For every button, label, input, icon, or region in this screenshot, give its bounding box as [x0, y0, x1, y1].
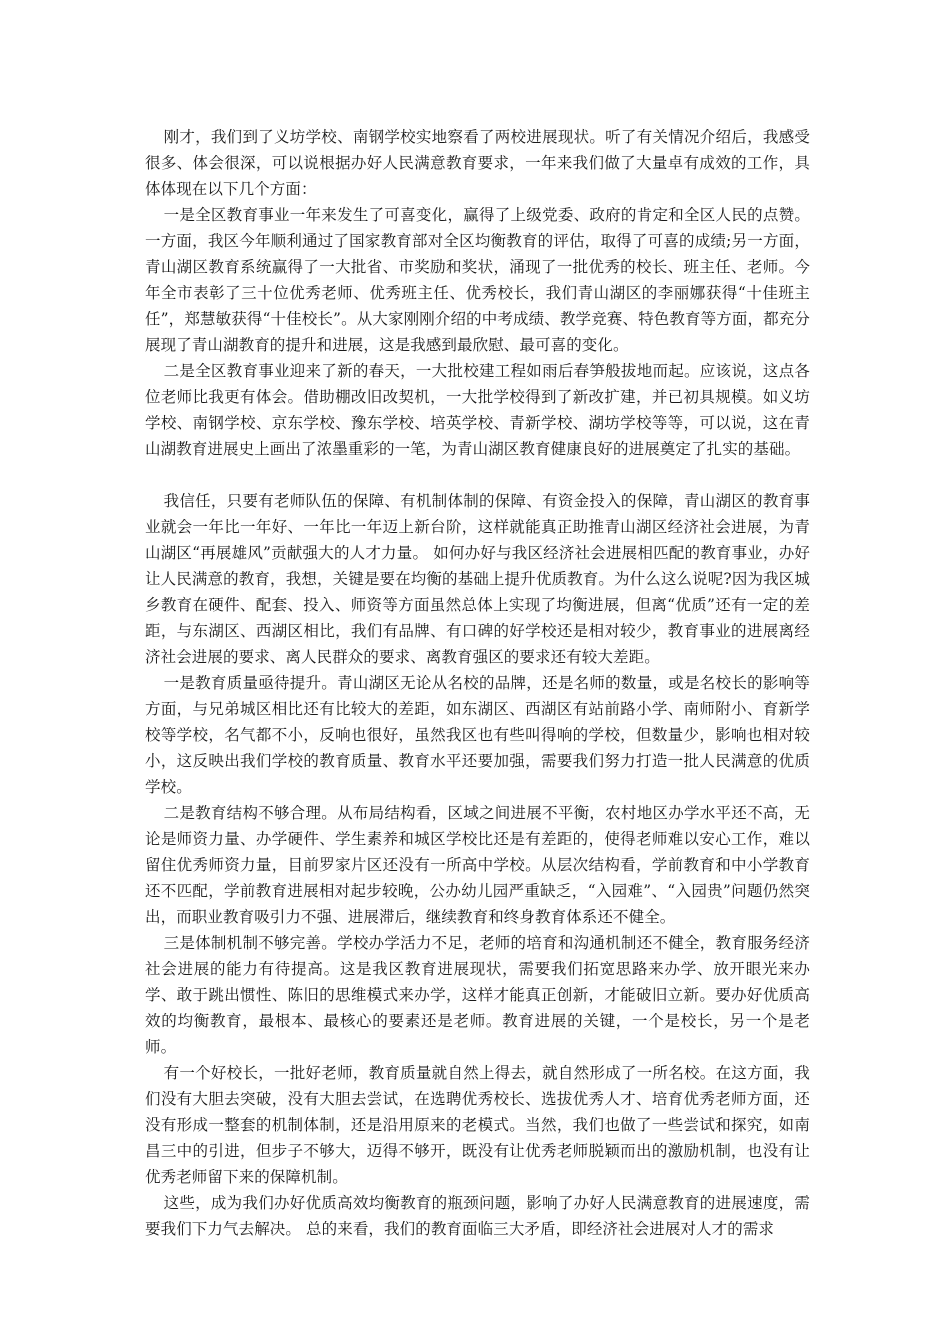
document-body — [145, 124, 810, 1242]
paragraph-belief: 我信任，只要有老师队伍的保障、有机制体制的保障、有资金投入的保障，青山湖区的教育事业就会一年比一年好、一年比一年迈上新台阶，这样就能真正助推青山湖区经济社会进展，为青山湖区“再展雄风”贡献强大的人才力量。 如何办好与我区经济社会进展相匹配的教育事业，办好让人民满意的教育，我想，关键是要在均衡的基础上提升优质教育。为什么这么说呢?因为我区城乡教育在硬件、配套、投入、师资等方面虽然总体上实现了均衡进展，但离“优质”还有一定的差距，与东湖区、西湖区相比，我们有品牌、有口碑的好学校还是相对较少，教育事业的进展离经济社会进展的要求、离人民群众的要求、离教育强区的要求还有较大差距。 — [145, 492, 810, 666]
paragraph-issue-quality: 一是教育质量亟待提升。青山湖区无论从名校的品牌，还是名师的数量，或是名校长的影响等方面，与兄弟城区相比还有比较大的差距，如东湖区、西湖区有站前路小学、南师附小、育新学校等学校，名气都不小，反响也很好，虽然我区也有些叫得响的学校，但数量少，影响也相对较小，这反映出我们学校的教育质量、教育水平还要加强，需要我们努力打造一批人民满意的优质学校。 — [145, 674, 810, 796]
paragraph-achievement-one: 一是全区教育事业一年来发生了可喜变化，赢得了上级党委、政府的肯定和全区人民的点赞。一方面，我区今年顺利通过了国家教育部对全区均衡教育的评估，取得了可喜的成绩;另一方面，青山湖区教育系统赢得了一大批省、市奖励和奖状，涌现了一批优秀的校长、班主任、老师。今年全市表彰了三十位优秀老师、优秀班主任、优秀校长，我们青山湖区的李丽娜获得“十佳班主任”，郑慧敏获得“十佳校长”。从大家刚刚介绍的中考成绩、教学竞赛、特色教育等方面，都充分展现了青山湖教育的提升和进展，这是我感到最欣慰、最可喜的变化。 — [145, 206, 810, 354]
paragraph-conclusion: 这些，成为我们办好优质高效均衡教育的瓶颈问题，影响了办好人民满意教育的进展速度，需要我们下力气去解决。 总的来看，我们的教育面临三大矛盾，即经济社会进展对人才的需求 — [145, 1194, 810, 1238]
paragraph-achievement-two: 二是全区教育事业迎来了新的春天，一大批校建工程如雨后春笋般拔地而起。应该说，这点各位老师比我更有体会。借助棚改旧改契机，一大批学校得到了新改扩建，并已初具规模。如义坊学校、南钢学校、京东学校、豫东学校、培英学校、青新学校、湖坊学校等等，可以说，这在青山湖教育进展史上画出了浓墨重彩的一笔，为青山湖区教育健康良好的进展奠定了扎实的基础。 — [145, 362, 810, 458]
paragraph-spacer — [145, 462, 810, 488]
paragraph-principal-teachers: 有一个好校长，一批好老师，教育质量就自然上得去，就自然形成了一所名校。在这方面，我们没有大胆去突破，没有大胆去尝试，在选聘优秀校长、选拔优秀人才、培育优秀老师方面，还没有形成一整套的机制体制，还是沿用原来的老模式。当然，我们也做了一些尝试和探究，如南昌三中的引进，但步子不够大，迈得不够开，既没有让优秀老师脱颖而出的激励机制，也没有让优秀老师留下来的保障机制。 — [145, 1064, 810, 1186]
paragraph-issue-structure: 二是教育结构不够合理。从布局结构看，区域之间进展不平衡，农村地区办学水平还不高，无论是师资力量、办学硬件、学生素养和城区学校比还是有差距的，使得老师难以安心工作，难以留住优秀师资力量，目前罗家片区还没有一所高中学校。从层次结构看，学前教育和中小学教育还不匹配，学前教育进展相对起步较晚，公办幼儿园严重缺乏，“入园难”、“入园贵”问题仍然突出，而职业教育吸引力不强、进展滞后，继续教育和终身教育体系还不健全。 — [145, 804, 810, 926]
paragraph-intro: 刚才，我们到了义坊学校、南钢学校实地察看了两校进展现状。听了有关情况介绍后，我感受很多、体会很深，可以说根据办好人民满意教育要求，一年来我们做了大量卓有成效的工作，具体体现在以下几个方面： — [145, 128, 810, 198]
paragraph-issue-mechanism: 三是体制机制不够完善。学校办学活力不足，老师的培育和沟通机制还不健全，教育服务经济社会进展的能力有待提高。这是我区教育进展现状，需要我们拓宽思路来办学、放开眼光来办学、敢于跳出惯性、陈旧的思维模式来办学，这样才能真正创新，才能破旧立新。要办好优质高效的均衡教育，最根本、最核心的要素还是老师。教育进展的关键，一个是校长，另一个是老师。 — [145, 934, 810, 1056]
